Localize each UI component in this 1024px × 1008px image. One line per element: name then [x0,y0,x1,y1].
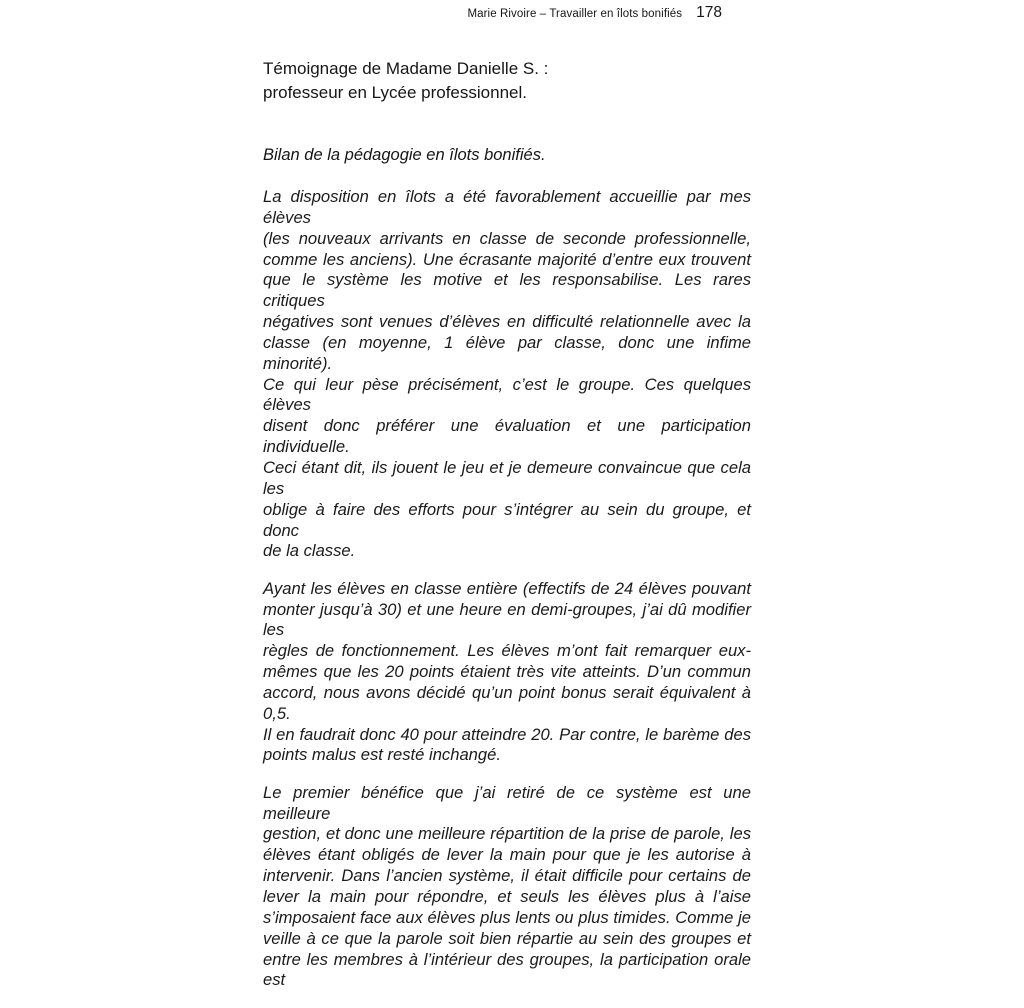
text-line: entre les membres à l’intérieur des groupes, la participation orale est [263,949,751,990]
text-line: négatives sont venues d’élèves en difficulté relationnelle avec la [263,312,751,332]
running-title: Marie Rivoire – Travailler en îlots bonifiés [467,8,683,20]
text-line: (les nouveaux arrivants en classe de seconde professionnelle, [263,228,751,248]
title-line-2: professeur en Lycée professionnel. [263,83,527,102]
document-title [263,57,548,105]
text-line: La disposition en îlots a été favorablement accueillie par mes élèves [263,187,751,227]
text-line: intervenir. Dans l’ancien système, il était difficile pour certains de [263,866,751,886]
text-line: points malus est resté inchangé. [263,745,501,765]
text-line: lever la main pour répondre, et seuls les élèves plus à l’aise [263,887,751,906]
page-number: 178 [696,4,722,21]
text-line: Ayant les élèves en classe entière (effectifs de 24 élèves pouvant [263,578,751,598]
text-line: Le premier bénéfice que j’ai retiré de ce système est une meilleure [263,782,751,823]
text-line: élèves étant obligés de lever la main pour que je les autorise à [263,845,751,865]
text-line: Ce qui leur pèse précisément, c’est le groupe. Ces quelques élèves [263,374,751,415]
text-line: classe (en moyenne, 1 élève par classe, donc une infime minorité). [263,332,751,373]
text-line: veille à ce que la parole soit bien répartie au sein des groupes et [263,928,751,948]
text-line: s’imposaient face aux élèves plus lents ou plus timides. Comme je [263,907,751,927]
paragraph-2 [263,579,751,767]
body-text [263,187,751,1008]
text-line: mêmes que les 20 points étaient très vite atteints. D’un commun [263,662,751,682]
text-line: disent donc préférer une évaluation et une participation individuelle. [263,416,751,457]
text-line: Il en faudrait donc 40 pour atteindre 20. Par contre, le barème des [263,724,751,744]
text-line: comme les anciens). Une écrasante majorité d’entre eux trouvent [263,249,751,269]
text-line: de la classe. [263,541,356,561]
text-line: gestion, et donc une meilleure répartition de la prise de parole, les [263,824,751,844]
text-line: règles de fonctionnement. Les élèves m’ont fait remarquer eux- [263,641,751,661]
text-line: accord, nous avons décidé qu’un point bonus serait équivalent à 0,5. [263,682,751,723]
text-line: monter jusqu’à 30) et une heure en demi-groupes, j’ai dû modifier les [263,599,751,640]
paragraph-3 [263,783,751,991]
text-line: Ceci étant dit, ils jouent le jeu et je demeure convaincue que cela les [263,457,751,498]
page-header [0,4,722,22]
text-line: que le système les motive et les responsabilise. Les rares critiques [263,270,751,311]
title-line-1: Témoignage de Madame Danielle S. : [263,59,549,78]
section-heading: Bilan de la pédagogie en îlots bonifiés. [263,146,546,164]
text-line: oblige à faire des efforts pour s’intégrer au sein du groupe, et donc [263,499,751,540]
paragraph-1 [263,187,751,562]
